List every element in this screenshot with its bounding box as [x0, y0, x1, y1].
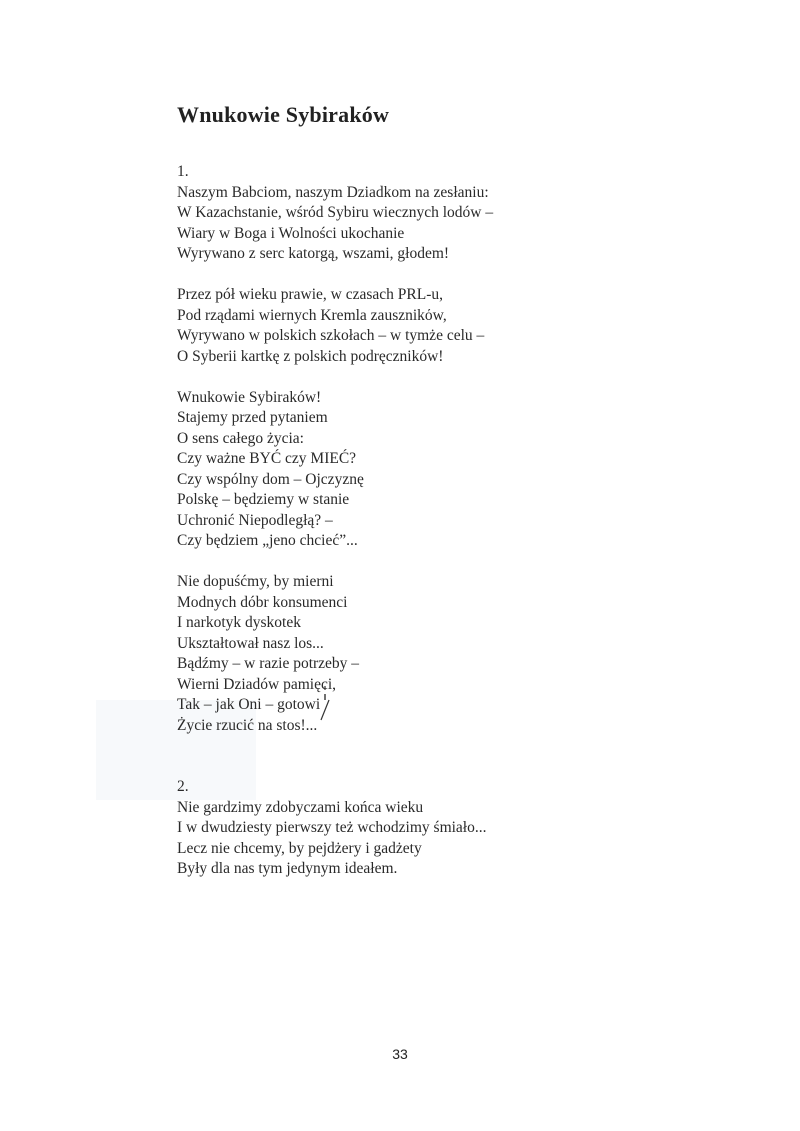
poem-line: Przez pół wieku prawie, w czasach PRL-u,	[177, 286, 443, 303]
poem-title: Wnukowie Sybiraków	[177, 102, 390, 127]
handwritten-correction-mark	[316, 684, 330, 724]
section-number: 2.	[177, 778, 189, 795]
poem-line: Naszym Babciom, naszym Dziadkom na zesłaniu:	[177, 183, 489, 201]
poem-line: Stajemy przed pytaniem	[177, 409, 328, 426]
poem-line: Ukształtował nasz los...	[177, 634, 324, 652]
stanza-gap	[177, 757, 657, 778]
section-number: 1.	[177, 163, 189, 180]
poem-line: Czy wspólny dom – Ojczyznę	[177, 470, 364, 488]
poem-line: Nie gardzimy zdobyczami końca wieku	[177, 798, 424, 816]
poem-line: Wierni Dziadów pamięci,	[177, 675, 337, 693]
poem-line: Czy będziem „jeno chcieć”...	[177, 532, 358, 549]
poem-line: Tak – jak Oni – gotowi	[177, 696, 321, 713]
poem-line: I narkotyk dyskotek	[177, 614, 301, 631]
poem-line: Wiary w Boga i Wolności ukochanie	[177, 224, 405, 242]
stanza-gap	[177, 265, 657, 286]
poem-line: Uchronić Niepodległą? –	[177, 511, 333, 529]
poem-line: Polskę – będziemy w stanie	[177, 491, 350, 508]
poem-line: Życie rzucić na stos!...	[177, 716, 318, 734]
page-number: 33	[392, 1046, 408, 1062]
poem-line: Lecz nie chcemy, by pejdżery i gadżety	[177, 839, 422, 857]
poem-line: I w dwudziesty pierwszy też wchodzimy śmiało...	[177, 819, 487, 836]
stanza-gap	[177, 736, 657, 757]
poem-line: Były dla nas tym jedynym ideałem.	[177, 860, 398, 877]
stanza-gap	[177, 552, 657, 573]
poem-line: Wnukowie Sybiraków!	[177, 388, 322, 406]
poem-line: Wyrywano z serc katorgą, wszami, głodem!	[177, 245, 450, 262]
poem-line: Modnych dóbr konsumenci	[177, 593, 348, 611]
poem-line: W Kazachstanie, wśród Sybiru wiecznych lodów –	[177, 204, 494, 221]
poem-line: Czy ważne BYĆ czy MIEĆ?	[177, 450, 357, 467]
poem-line: Wyrywano w polskich szkołach – w tymże celu –	[177, 327, 485, 344]
poem-line: O Syberii kartkę z polskich podręczników!	[177, 347, 444, 365]
poem-line: Bądźmy – w razie potrzeby –	[177, 655, 360, 672]
poem-line: Pod rządami wiernych Kremla zausznikόw,	[177, 306, 447, 324]
poem-body	[177, 162, 657, 880]
stanza-gap	[177, 367, 657, 388]
poem-line: O sens całego życia:	[177, 429, 304, 447]
poem-line: Nie dopuśćmy, by mierni	[177, 573, 334, 590]
